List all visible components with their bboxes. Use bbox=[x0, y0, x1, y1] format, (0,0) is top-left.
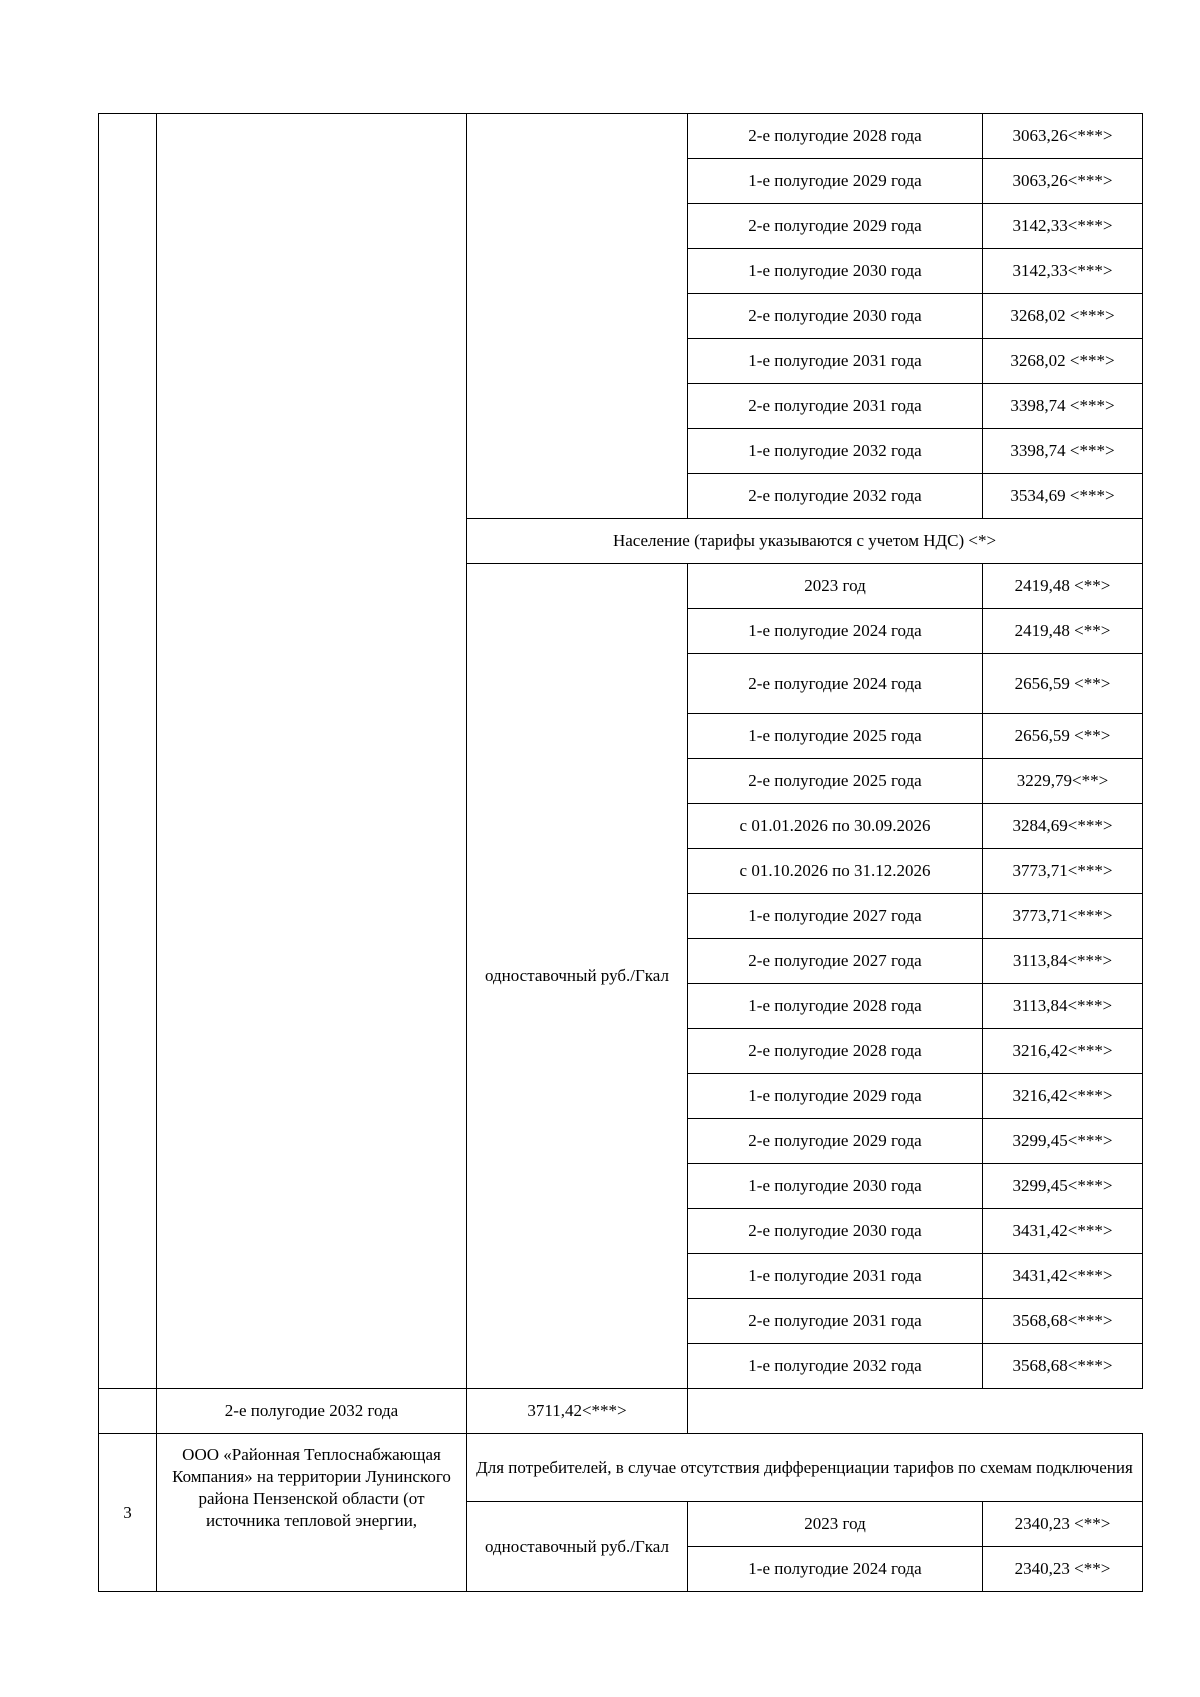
population-header: Население (тарифы указываются с учетом НДС) <*> bbox=[467, 519, 1143, 564]
period-cell: 1-е полугодие 2032 года bbox=[688, 429, 983, 474]
tariff-value-cell: 2656,59 <**> bbox=[983, 654, 1143, 714]
tariff-value-cell: 3142,33<***> bbox=[983, 204, 1143, 249]
period-cell: 1-е полугодие 2027 года bbox=[688, 894, 983, 939]
period-cell: 1-е полугодие 2029 года bbox=[688, 1074, 983, 1119]
tariff-value-cell: 3773,71<***> bbox=[983, 849, 1143, 894]
period-cell: 1-е полугодие 2025 года bbox=[688, 714, 983, 759]
period-cell: 1-е полугодие 2024 года bbox=[688, 609, 983, 654]
period-cell: 2-е полугодие 2027 года bbox=[688, 939, 983, 984]
period-cell: 2-е полугодие 2032 года bbox=[157, 1389, 467, 1434]
tariff-value-cell: 3534,69 <***> bbox=[983, 474, 1143, 519]
period-cell: 1-е полугодие 2031 года bbox=[688, 339, 983, 384]
tariff-table bbox=[98, 113, 1143, 1592]
tariff-value-cell: 3113,84<***> bbox=[983, 984, 1143, 1029]
number-cell-continued bbox=[99, 114, 157, 1389]
period-cell: 2-е полугодие 2031 года bbox=[688, 384, 983, 429]
tariff-value-cell: 3431,42<***> bbox=[983, 1209, 1143, 1254]
period-cell: 1-е полугодие 2029 года bbox=[688, 159, 983, 204]
period-cell: 2-е полугодие 2029 года bbox=[688, 1119, 983, 1164]
period-cell: 2-е полугодие 2030 года bbox=[688, 294, 983, 339]
tariff-value-cell: 3299,45<***> bbox=[983, 1119, 1143, 1164]
tariff-type-cell: одноставочный руб./Гкал bbox=[467, 1502, 688, 1592]
tariff-value-cell: 2340,23 <**> bbox=[983, 1547, 1143, 1592]
tariff-value-cell: 3063,26<***> bbox=[983, 159, 1143, 204]
period-cell: 2023 год bbox=[688, 1502, 983, 1547]
tariff-value-cell: 3142,33<***> bbox=[983, 249, 1143, 294]
tariff-value-cell: 3268,02 <***> bbox=[983, 294, 1143, 339]
period-cell: с 01.01.2026 по 30.09.2026 bbox=[688, 804, 983, 849]
organization-cell-continued bbox=[157, 114, 467, 1389]
tariff-value-cell: 3284,69<***> bbox=[983, 804, 1143, 849]
tariff-value-cell: 3113,84<***> bbox=[983, 939, 1143, 984]
tariff-value-cell: 3063,26<***> bbox=[983, 114, 1143, 159]
period-cell: 1-е полугодие 2032 года bbox=[688, 1344, 983, 1389]
tariff-value-cell: 3216,42<***> bbox=[983, 1029, 1143, 1074]
tariff-value-cell: 3216,42<***> bbox=[983, 1074, 1143, 1119]
period-cell: 1-е полугодие 2028 года bbox=[688, 984, 983, 1029]
period-cell: 1-е полугодие 2030 года bbox=[688, 1164, 983, 1209]
period-cell: 2-е полугодие 2028 года bbox=[688, 114, 983, 159]
tariff-value-cell: 3398,74 <***> bbox=[983, 429, 1143, 474]
period-cell: 2023 год bbox=[688, 564, 983, 609]
period-cell: 2-е полугодие 2031 года bbox=[688, 1299, 983, 1344]
tariff-value-cell: 3568,68<***> bbox=[983, 1299, 1143, 1344]
period-cell: 2-е полугодие 2028 года bbox=[688, 1029, 983, 1074]
entry-number: 3 bbox=[99, 1434, 157, 1592]
period-cell: с 01.10.2026 по 31.12.2026 bbox=[688, 849, 983, 894]
period-cell: 2-е полугодие 2024 года bbox=[688, 654, 983, 714]
organization-name: ООО «Районная Теплоснабжающая Компания» на территории Лунинского района Пензенской области (от источника тепловой энергии, bbox=[157, 1434, 467, 1592]
tariff-value-cell: 3431,42<***> bbox=[983, 1254, 1143, 1299]
consumer-group-header: Для потребителей, в случае отсутствия дифференциации тарифов по схемам подключения bbox=[467, 1434, 1143, 1502]
tariff-type-cell: одноставочный руб./Гкал bbox=[467, 564, 688, 1389]
tariff-value-cell: 3773,71<***> bbox=[983, 894, 1143, 939]
tariff-type-cell-continued bbox=[467, 114, 688, 519]
period-cell: 2-е полугодие 2032 года bbox=[688, 474, 983, 519]
tariff-value-cell: 3229,79<**> bbox=[983, 759, 1143, 804]
period-cell: 1-е полугодие 2024 года bbox=[688, 1547, 983, 1592]
period-cell: 2-е полугодие 2030 года bbox=[688, 1209, 983, 1254]
tariff-value-cell: 3299,45<***> bbox=[983, 1164, 1143, 1209]
period-cell: 2-е полугодие 2025 года bbox=[688, 759, 983, 804]
period-cell: 1-е полугодие 2031 года bbox=[688, 1254, 983, 1299]
tariff-value-cell: 2419,48 <**> bbox=[983, 564, 1143, 609]
period-cell: 1-е полугодие 2030 года bbox=[688, 249, 983, 294]
tariff-value-cell: 2340,23 <**> bbox=[983, 1502, 1143, 1547]
tariff-value-cell: 3568,68<***> bbox=[983, 1344, 1143, 1389]
tariff-value-cell: 3268,02 <***> bbox=[983, 339, 1143, 384]
tariff-value-cell: 3711,42<***> bbox=[467, 1389, 688, 1434]
tariff-value-cell: 2656,59 <**> bbox=[983, 714, 1143, 759]
tariff-value-cell: 2419,48 <**> bbox=[983, 609, 1143, 654]
period-cell: 2-е полугодие 2029 года bbox=[688, 204, 983, 249]
tariff-type-cell-extension bbox=[99, 1389, 157, 1434]
tariff-value-cell: 3398,74 <***> bbox=[983, 384, 1143, 429]
